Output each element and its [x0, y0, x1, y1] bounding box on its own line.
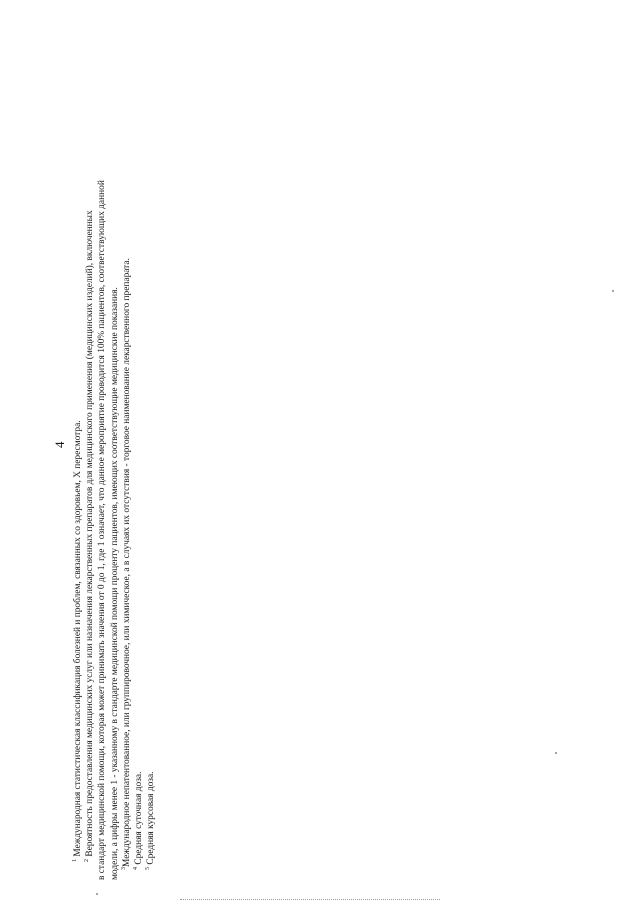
scan-speck	[555, 752, 557, 754]
footnote-text: Средняя курсовая доза.	[146, 771, 157, 865]
footnote-2-continuation	[109, 40, 121, 880]
footnote-2-continuation: в стандарт медицинской помощи, которая может принимать значения от 0 до 1, где 1 означает, что данное мероприятие проводится 100% пациентов, соответствующих данной	[97, 180, 108, 880]
footnote-marker: 2	[84, 859, 91, 862]
page-header	[52, 40, 72, 880]
page-number: 4	[52, 441, 67, 448]
footnotes	[72, 40, 157, 880]
footnote-text: Международное непатентованное, или группировочное, или химическое, а в случаях их отсутствия - торговое наименование лекарственного препарата.	[121, 258, 132, 867]
footnote-text: Средняя суточная доза.	[134, 771, 145, 865]
footnote-2	[84, 40, 96, 880]
scan-edge-line	[180, 899, 440, 901]
scan-speck	[96, 893, 98, 895]
footnote-marker: 5	[145, 867, 152, 870]
footnote-3	[121, 40, 133, 880]
footnote-5	[145, 40, 157, 880]
footnote-marker: 4	[132, 867, 139, 870]
footnote-text: модели, а цифры менее 1 - указанному в стандарте медицинской помощи проценту пациентов, имеющих соответствующие медицинские показания.	[109, 287, 120, 880]
footnote-text: Вероятность предоставления медицинских услуг или назначения лекарственных препаратов для медицинского применения (медицинских изделий), включенных	[85, 210, 96, 857]
footnote-marker: 1	[71, 859, 78, 862]
footnote-4	[133, 40, 145, 880]
footnote-marker: 3	[120, 867, 127, 870]
scan-speck	[612, 290, 614, 292]
footnote-1	[72, 40, 84, 880]
footnote-text: Международная статистическая классификация болезней и проблем, связанных со здоровьем, X пересмотра.	[73, 420, 83, 857]
rotated-content	[52, 40, 172, 880]
